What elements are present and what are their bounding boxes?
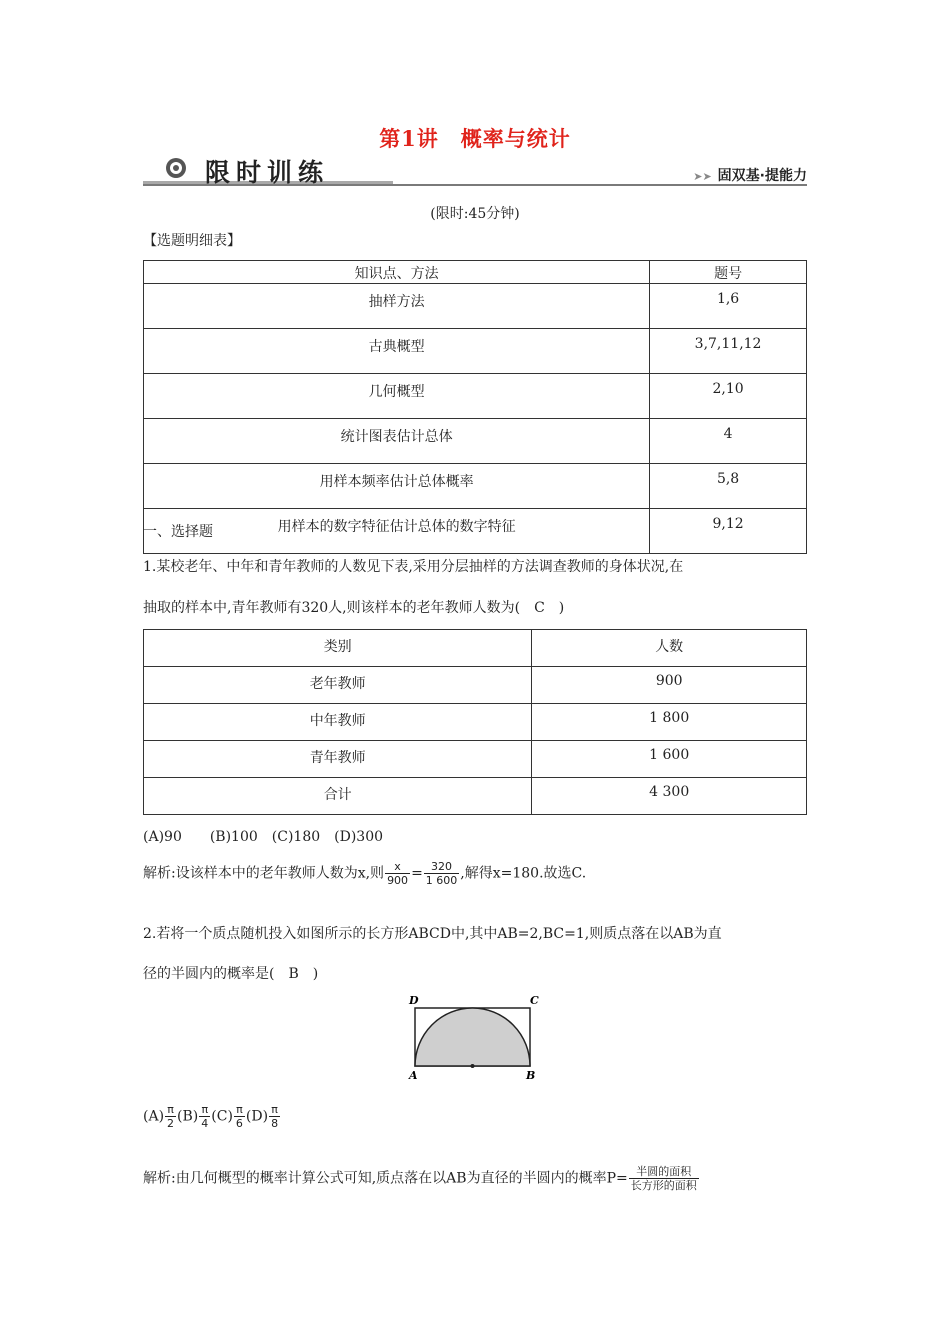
fraction-numerator: x [385, 860, 410, 874]
option-label: (B) [177, 1108, 199, 1125]
detail-table [143, 260, 807, 554]
fraction [424, 860, 460, 887]
table-cell: 1 600 [532, 741, 807, 778]
banner-tagline [693, 165, 807, 185]
option-label: (C) [211, 1108, 233, 1125]
table-cell: 统计图表估计总体 [144, 419, 650, 464]
fraction [269, 1103, 280, 1130]
target-icon [165, 157, 187, 179]
banner-tagline-text: 固双基·提能力 [717, 168, 807, 184]
fraction [234, 1103, 245, 1130]
table-row [144, 419, 807, 464]
table-row [144, 704, 807, 741]
table-row [144, 778, 807, 815]
question-1-text-cont: 抽取的样本中,青年教师有320人,则该样本的老年教师人数为( C ) [143, 600, 565, 616]
fraction [199, 1103, 210, 1130]
table-cell: 用样本频率估计总体概率 [144, 464, 650, 509]
table-header-row [144, 261, 807, 284]
table-header-cell: 知识点、方法 [144, 261, 650, 284]
question-2-text: 2.若将一个质点随机投入如图所示的长方形ABCD中,其中AB=2,BC=1,则质点落在以AB为直 [143, 926, 722, 942]
fraction-denominator: 1 600 [425, 874, 458, 887]
question-2-options [143, 1103, 281, 1130]
fraction-denominator: 2 [167, 1117, 175, 1130]
fraction-denominator: 长方形的面积 [630, 1179, 697, 1192]
table-cell: 2,10 [650, 374, 807, 419]
question-1-solution [143, 860, 586, 887]
solution-text: 解析:设该样本中的老年教师人数为x,则 [143, 865, 385, 882]
fraction [385, 860, 410, 887]
question-2-text-cont: 径的半圆内的概率是( B ) [143, 966, 319, 982]
time-limit: (限时:45分钟) [430, 206, 520, 222]
table-cell: 合计 [144, 778, 532, 815]
option-label: (D) [245, 1108, 269, 1125]
table-cell: 1,6 [650, 284, 807, 329]
fraction-denominator: 900 [387, 874, 409, 887]
option-label: (A) [143, 1108, 165, 1125]
table-cell: 几何概型 [144, 374, 650, 419]
table-row [144, 329, 807, 374]
table-header-row [144, 630, 807, 667]
table-cell: 古典概型 [144, 329, 650, 374]
table-cell: 4 300 [532, 778, 807, 815]
fraction [629, 1165, 699, 1192]
table-cell: 4 [650, 419, 807, 464]
table-cell: 5,8 [650, 464, 807, 509]
table-cell: 抽样方法 [144, 284, 650, 329]
table-header-cell: 人数 [532, 630, 807, 667]
page-title: 第1讲 概率与统计 [379, 126, 571, 151]
question-1-options: (A)90 (B)100 (C)180 (D)300 [143, 829, 384, 845]
table-cell: 老年教师 [144, 667, 532, 704]
table-cell: 900 [532, 667, 807, 704]
table-row [144, 284, 807, 329]
vertex-label-a: A [409, 1069, 418, 1082]
vertex-label-d: D [409, 994, 419, 1007]
detail-table-label: 【选题明细表】 [143, 233, 241, 249]
solution-text: ,解得x=180.故选C. [460, 865, 587, 882]
table-row [144, 667, 807, 704]
fraction-numerator: π [234, 1103, 245, 1117]
center-point [471, 1064, 475, 1068]
fraction-denominator: 4 [201, 1117, 209, 1130]
fraction [165, 1103, 176, 1130]
table-header-cell: 类别 [144, 630, 532, 667]
question-1-text: 1.某校老年、中年和青年教师的人数见下表,采用分层抽样的方法调查教师的身体状况,在 [143, 559, 684, 575]
section-banner [143, 153, 807, 189]
table-cell: 用样本的数字特征估计总体的数字特征 [144, 509, 650, 554]
fraction-denominator: 6 [235, 1117, 243, 1130]
table-cell: 9,12 [650, 509, 807, 554]
table-cell: 1 800 [532, 704, 807, 741]
solution-text: 解析:由几何概型的概率计算公式可知,质点落在以AB为直径的半圆内的概率P= [143, 1170, 628, 1187]
table-cell: 3,7,11,12 [650, 329, 807, 374]
vertex-label-b: B [526, 1069, 536, 1082]
fraction-denominator: 8 [271, 1117, 279, 1130]
question-2-solution [143, 1165, 700, 1192]
fraction-numerator: 320 [424, 860, 460, 874]
equals-sign: = [411, 865, 423, 882]
table-row [144, 464, 807, 509]
table-row [144, 741, 807, 778]
section-heading: 一、选择题 [143, 524, 213, 540]
fraction-numerator: π [269, 1103, 280, 1117]
teacher-count-table [143, 629, 807, 815]
table-cell: 中年教师 [144, 704, 532, 741]
table-header-cell: 题号 [650, 261, 807, 284]
vertex-label-c: C [530, 994, 539, 1007]
banner-title: 限时训练 [205, 158, 330, 187]
fraction-numerator: 半圆的面积 [629, 1165, 699, 1179]
semicircle-region [415, 1008, 530, 1066]
table-row [144, 374, 807, 419]
double-arrow-icon: ➤➤ [693, 170, 712, 183]
semicircle-rectangle-figure [405, 993, 545, 1083]
fraction-numerator: π [199, 1103, 210, 1117]
fraction-numerator: π [165, 1103, 176, 1117]
table-row [144, 509, 807, 554]
table-cell: 青年教师 [144, 741, 532, 778]
